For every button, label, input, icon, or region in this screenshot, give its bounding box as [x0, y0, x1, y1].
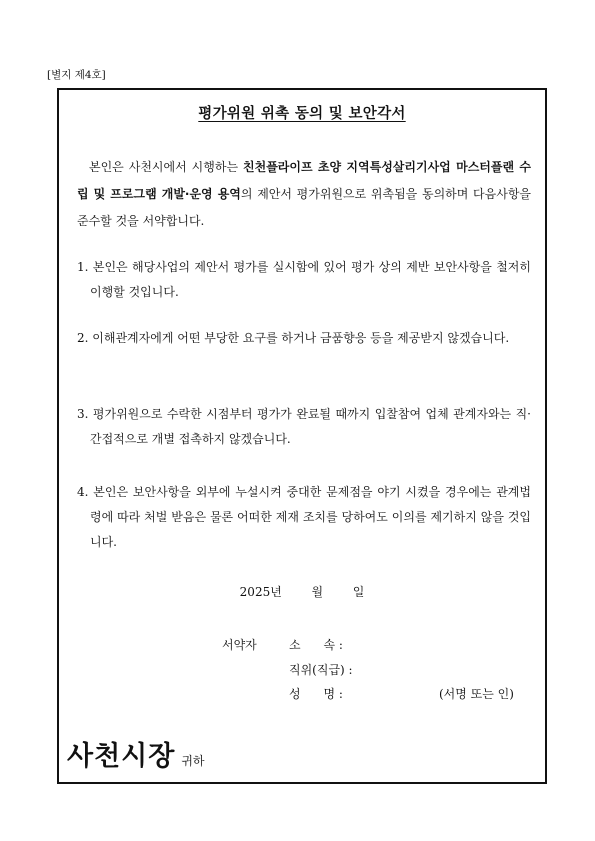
sign-note: (서명 또는 인) — [439, 687, 514, 701]
date-line — [59, 583, 545, 600]
intro-prefix: 본인은 사천시에서 시행하는 — [89, 160, 244, 174]
pledge-item-1: 1. 본인은 해당사업의 제안서 평가를 실시함에 있어 평가 상의 제반 보안사항을 철저히 이행할 것입니다. — [77, 260, 531, 299]
document-frame — [57, 88, 547, 784]
form-number: [별지 제4호] — [47, 69, 106, 81]
pledge-item-4: 4. 본인은 보안사항을 외부에 누설시켜 중대한 문제점을 야기 시켰을 경우에는 관계법령에 따라 처벌 받음은 물론 어떠한 제재 조치를 당하여도 이의를 제기하지 않을 것입니다. — [77, 485, 531, 549]
project-name: 친천플라이프 초양 지역특성살리기사업 마스터플랜 수립 및 프로그램 개발·운영 용역 — [77, 160, 531, 201]
affiliation-label: 소 속 : — [289, 638, 343, 652]
intro-suffix: 의 제안서 평가위원으로 위촉됨을 동의하며 다음사항을 준수할 것을 서약합니다. — [77, 187, 531, 228]
addressee-name: 사천시장 — [67, 741, 176, 772]
document-title: 평가위원 위촉 동의 및 보안각서 — [198, 105, 406, 122]
name-label: 성 명 : — [289, 687, 343, 701]
intro-paragraph — [77, 154, 531, 235]
pledge-item-3: 3. 평가위원으로 수락한 시점부터 평가가 완료될 때까지 입찰참여 업체 관계자와는 직·간접적으로 개별 접촉하지 않겠습니다. — [77, 407, 531, 446]
date-year: 2025년 — [239, 585, 282, 599]
addressee-honorific: 귀하 — [181, 754, 205, 768]
position-label: 직위(직급) : — [289, 663, 353, 677]
pledge-item-2: 2. 이해관계자에게 어떤 부당한 요구를 하거나 금품향응 등을 제공받지 않겠습니다. — [77, 331, 510, 345]
addressee — [67, 734, 205, 773]
date-month: 월 — [311, 585, 324, 599]
pledger-label: 서약자 — [222, 638, 257, 652]
date-day: 일 — [352, 585, 365, 599]
